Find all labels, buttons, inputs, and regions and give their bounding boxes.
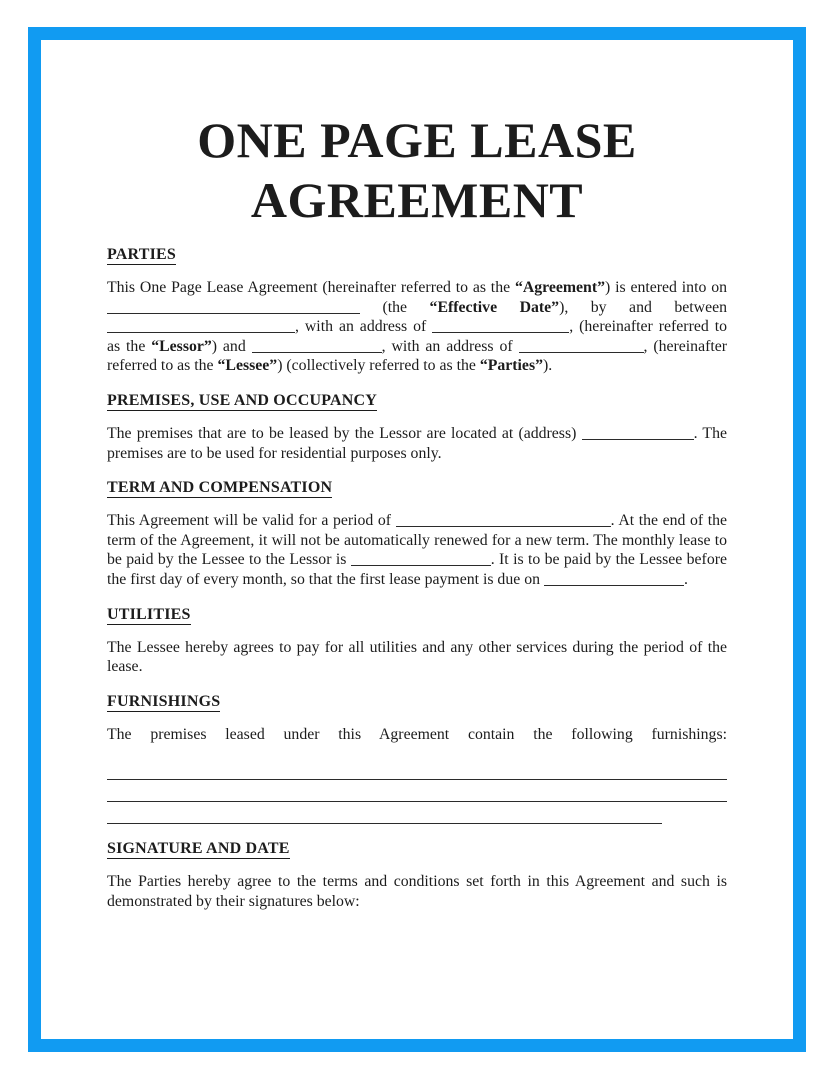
document-title-line-1: ONE PAGE LEASE xyxy=(197,112,637,168)
section-paragraph: This Agreement will be valid for a period of . At the end of the term of the Agreement, it will not be automatically renewed for a new term. The monthly lease to be paid by the Lessee to the Lessor is . It is to be paid by the Lessee before the first day of every month, so that the first lease payment is due on . xyxy=(107,512,728,588)
document-title-line-2: AGREEMENT xyxy=(250,172,584,228)
section-parties xyxy=(107,245,727,376)
section-heading-parties xyxy=(107,245,727,265)
document-body xyxy=(107,245,727,912)
section-heading-text: SIGNATURE AND DATE xyxy=(107,840,290,858)
fill-in-line xyxy=(107,758,727,780)
section-heading-text: TERM AND COMPENSATION xyxy=(107,479,333,497)
section-paragraph: The premises leased under this Agreement contain the following furnishings: xyxy=(107,725,727,743)
section-heading-text: UTILITIES xyxy=(107,605,191,623)
section-heading-text: PREMISES, USE AND OCCUPANCY xyxy=(107,391,378,409)
section-term-and-compensation xyxy=(107,478,727,589)
fill-in-line xyxy=(107,780,727,802)
blank-field xyxy=(252,338,382,353)
defined-term: “Lessor” xyxy=(151,337,212,355)
section-paragraph: The Lessee hereby agrees to pay for all utilities and any other services during the period of the lease. xyxy=(107,638,727,676)
section-heading-furnishings xyxy=(107,692,727,712)
section-heading-text: PARTIES xyxy=(107,246,177,263)
section-heading-utilities xyxy=(107,605,727,625)
fill-in-line xyxy=(107,802,662,824)
blank-field xyxy=(519,338,644,353)
section-paragraph: This One Page Lease Agreement (hereinafter referred to as the “Agreement”) is entered into on (the “Effective Date”), by and between , with an address of , (hereinafter referred to as the “Lessor”) and , with an address of , (hereinafter referred to as the “Lessee”) (collectively referred to as the “Parties”). xyxy=(107,279,728,375)
document-title xyxy=(107,110,727,230)
blank-field xyxy=(107,318,295,333)
section-heading-term-and-compensation xyxy=(107,478,727,498)
defined-term: “Lessee” xyxy=(217,357,278,375)
blank-field xyxy=(107,299,360,314)
section-paragraph: The premises that are to be leased by the Lessor are located at (address) . The premises are to be used for residential purposes only. xyxy=(107,424,727,462)
fill-in-lines xyxy=(107,758,727,824)
blank-field xyxy=(544,571,684,586)
blank-field xyxy=(432,318,569,333)
defined-term: “Agreement” xyxy=(514,279,606,296)
defined-term: “Effective Date” xyxy=(429,298,560,316)
section-signature-and-date xyxy=(107,839,727,911)
section-heading-premises-use-and-occupancy xyxy=(107,391,727,411)
blank-field xyxy=(582,425,694,440)
document-content xyxy=(107,0,727,912)
section-heading-text: FURNISHINGS xyxy=(107,692,221,710)
section-furnishings xyxy=(107,692,727,825)
section-heading-signature-and-date xyxy=(107,839,727,859)
blank-field xyxy=(351,551,491,566)
section-paragraph: The Parties hereby agree to the terms and conditions set forth in this Agreement and such is demonstrated by their signatures below: xyxy=(107,873,727,910)
section-premises-use-and-occupancy xyxy=(107,391,727,463)
section-utilities xyxy=(107,605,727,677)
defined-term: “Parties” xyxy=(479,357,543,375)
blank-field xyxy=(396,512,611,527)
